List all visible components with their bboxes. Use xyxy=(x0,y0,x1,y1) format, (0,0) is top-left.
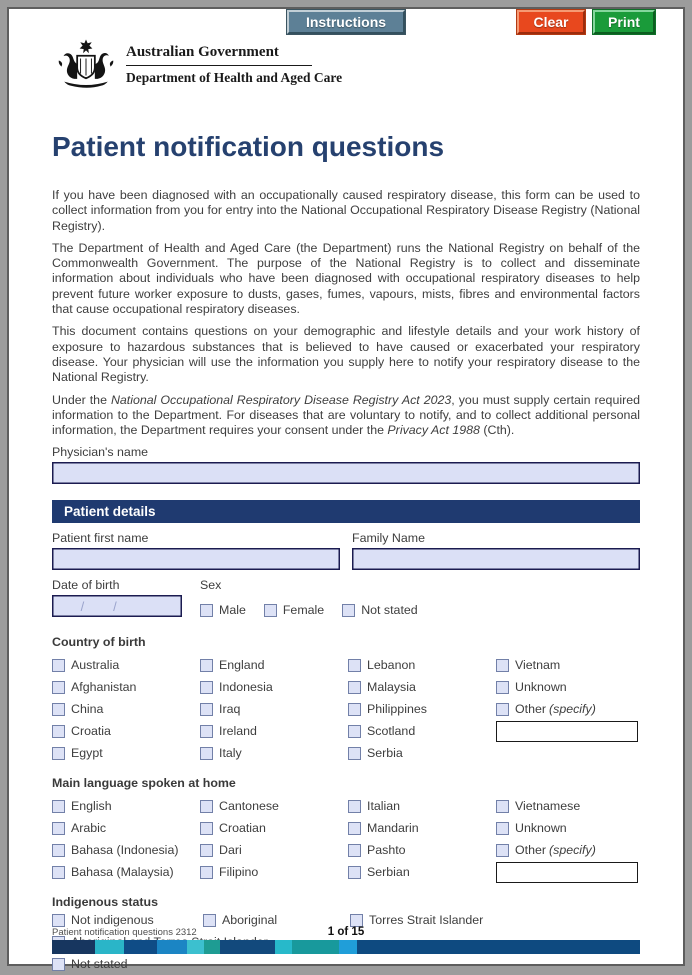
checkbox-option-australia[interactable] xyxy=(52,654,200,676)
checkbox-option-china[interactable] xyxy=(52,698,200,720)
checkbox[interactable] xyxy=(348,703,361,716)
checkbox[interactable] xyxy=(52,703,65,716)
checkbox-label: Vietnam xyxy=(515,658,561,673)
checkbox-option-mandarin[interactable] xyxy=(348,817,496,839)
page-footer xyxy=(52,924,640,954)
checkbox[interactable] xyxy=(52,747,65,760)
checkbox-label: Vietnamese xyxy=(515,799,581,814)
checkbox[interactable] xyxy=(348,800,361,813)
checkbox-label: China xyxy=(71,702,104,717)
intro-text xyxy=(52,188,640,438)
checkbox-label: Torres Strait Islander xyxy=(369,913,484,928)
checkbox-label: Australia xyxy=(71,658,120,673)
checkbox-option-dari[interactable] xyxy=(200,839,348,861)
checkbox-label: Lebanon xyxy=(367,658,416,673)
checkbox-label: Unknown xyxy=(515,680,567,695)
checkbox-option-male[interactable] xyxy=(200,599,246,621)
checkbox[interactable] xyxy=(52,866,65,879)
checkbox-option-not-stated[interactable] xyxy=(342,599,417,621)
country-of-birth-grid xyxy=(52,654,640,764)
print-button[interactable]: Print xyxy=(593,10,655,34)
checkbox[interactable] xyxy=(348,747,361,760)
checkbox[interactable] xyxy=(200,681,213,694)
dob-input[interactable] xyxy=(52,595,182,617)
clear-button[interactable]: Clear xyxy=(517,10,585,34)
checkbox-label: Aboriginal xyxy=(222,913,278,928)
intro-paragraph-3: This document contains questions on your demographic and lifestyle details and your work history of exposure to hazardous substances that is believed to have caused or exacerbated your respiratory disease. Your physician will use the information you supply here to notify your respiratory disease to the National Registry. xyxy=(52,324,640,385)
language-other-specify-input[interactable] xyxy=(496,862,638,883)
checkbox-label: Not stated xyxy=(71,957,128,972)
checkbox-label: Not stated xyxy=(361,603,418,618)
checkbox[interactable] xyxy=(52,958,65,971)
checkbox-option-england[interactable] xyxy=(200,654,348,676)
checkbox[interactable] xyxy=(200,725,213,738)
checkbox[interactable] xyxy=(496,822,509,835)
checkbox[interactable] xyxy=(52,659,65,672)
instructions-button[interactable]: Instructions xyxy=(287,10,405,34)
checkbox-label: Cantonese xyxy=(219,799,279,814)
checkbox[interactable] xyxy=(496,703,509,716)
first-name-input[interactable] xyxy=(52,548,340,570)
checkbox-option-bahasa-malaysia[interactable] xyxy=(52,861,200,883)
checkbox-option-vietnamese[interactable] xyxy=(496,795,640,817)
bar-segment xyxy=(275,940,292,954)
checkbox-label: Serbian xyxy=(367,865,410,880)
page-title: Patient notification questions xyxy=(52,131,445,162)
checkbox[interactable] xyxy=(348,866,361,879)
checkbox-label: Afghanistan xyxy=(71,680,137,695)
checkbox-option-bahasa-indonesia[interactable] xyxy=(52,839,200,861)
checkbox-option-arabic[interactable] xyxy=(52,817,200,839)
checkbox[interactable] xyxy=(496,681,509,694)
checkbox-label: Unknown xyxy=(515,821,567,836)
bar-segment xyxy=(52,940,95,954)
checkbox-label: Mandarin xyxy=(367,821,419,836)
bar-segment xyxy=(220,940,275,954)
bar-segment xyxy=(339,940,357,954)
government-header xyxy=(52,38,640,94)
checkbox-label: Italian xyxy=(367,799,401,814)
checkbox-option-english[interactable] xyxy=(52,795,200,817)
checkbox-option-croatia[interactable] xyxy=(52,720,200,742)
checkbox[interactable] xyxy=(200,747,213,760)
checkbox-label: Scotland xyxy=(367,724,416,739)
checkbox-label: Bahasa (Indonesia) xyxy=(71,843,179,858)
checkbox-label: Iraq xyxy=(219,702,241,717)
checkbox-option-cantonese[interactable] xyxy=(200,795,348,817)
checkbox[interactable] xyxy=(200,800,213,813)
country-other-specify-input[interactable] xyxy=(496,721,638,742)
checkbox[interactable] xyxy=(496,844,509,857)
bar-segment xyxy=(292,940,339,954)
checkbox[interactable] xyxy=(52,822,65,835)
checkbox-label: Arabic xyxy=(71,821,107,836)
checkbox-option-pashto[interactable] xyxy=(348,839,496,861)
checkbox-option-croatian[interactable] xyxy=(200,817,348,839)
checkbox-label: Indonesia xyxy=(219,680,273,695)
checkbox[interactable] xyxy=(348,844,361,857)
checkbox-label: Italy xyxy=(219,746,242,761)
checkbox-label: Bahasa (Malaysia) xyxy=(71,865,174,880)
intro-paragraph-1: If you have been diagnosed with an occupationally caused respiratory disease, this form can be used to collect information from you for entry into the National Occupational Respiratory Disease Registry (National Registry). xyxy=(52,188,640,233)
indigenous-status-label: Indigenous status xyxy=(52,895,159,910)
patient-details-section-header: Patient details xyxy=(52,500,640,523)
checkbox-label: Female xyxy=(282,603,325,618)
checkbox-label: Serbia xyxy=(367,746,403,761)
checkbox[interactable] xyxy=(200,866,213,879)
indigenous-status-row3 xyxy=(52,953,640,975)
checkbox-label: England xyxy=(219,658,265,673)
checkbox-label: Male xyxy=(219,603,246,618)
coat-of-arms-icon xyxy=(52,38,120,94)
main-language-grid xyxy=(52,795,640,883)
gov-title: Australian Government xyxy=(126,44,312,66)
country-of-birth-label: Country of birth xyxy=(52,635,146,650)
checkbox[interactable] xyxy=(348,681,361,694)
checkbox[interactable] xyxy=(348,822,361,835)
checkbox[interactable] xyxy=(52,725,65,738)
first-name-label: Patient first name xyxy=(52,531,149,546)
checkbox-option-unknown[interactable] xyxy=(496,817,640,839)
checkbox-label: Filipino xyxy=(219,865,259,880)
checkbox-option-scotland[interactable] xyxy=(348,720,496,742)
checkbox-option-malaysia[interactable] xyxy=(348,676,496,698)
bar-segment xyxy=(204,940,220,954)
intro-paragraph-2: The Department of Health and Aged Care (the Department) runs the National Registry on behalf of the Commonwealth Government. The purpose of the National Registry is to collect and disseminate information about individuals who have been diagnosed with occupational respiratory diseases to help prevent future worker exposure to dusts, gases, fumes, vapours, mists, fibres and environmental factors that cause occupational respiratory diseases. xyxy=(52,240,640,317)
bar-segment xyxy=(124,940,157,954)
form-page xyxy=(7,7,685,972)
checkbox-label: Philippines xyxy=(367,702,427,717)
checkbox-option-not-stated[interactable] xyxy=(52,953,127,975)
checkbox[interactable] xyxy=(348,659,361,672)
family-name-input[interactable] xyxy=(352,548,640,570)
checkbox-label: Croatian xyxy=(219,821,266,836)
dob-label: Date of birth xyxy=(52,578,120,593)
checkbox-option-italy[interactable] xyxy=(200,742,348,764)
checkbox[interactable] xyxy=(200,822,213,835)
checkbox[interactable] xyxy=(52,681,65,694)
checkbox[interactable] xyxy=(342,604,355,617)
checkbox-label: Egypt xyxy=(71,746,103,761)
footer-deco-bar xyxy=(52,940,640,954)
checkbox-label: Pashto xyxy=(367,843,406,858)
checkbox-label: Croatia xyxy=(71,724,111,739)
page-indicator: 1 of 15 xyxy=(327,926,365,938)
checkbox-option-other-country[interactable]: Other (specify) xyxy=(496,698,640,720)
checkbox-option-philippines[interactable] xyxy=(348,698,496,720)
checkbox[interactable] xyxy=(264,604,277,617)
checkbox-option-lebanon[interactable] xyxy=(348,654,496,676)
checkbox[interactable] xyxy=(496,659,509,672)
checkbox-option-ireland[interactable] xyxy=(200,720,348,742)
checkbox-label: Not indigenous xyxy=(71,913,154,928)
bar-segment xyxy=(95,940,124,954)
checkbox-label: English xyxy=(71,799,112,814)
checkbox-option-italian[interactable] xyxy=(348,795,496,817)
intro-paragraph-4: Under the National Occupational Respiratory Disease Registry Act 2023, you must supply certain required information to the Department. For diseases that are voluntary to notify, and to collect additional personal information, the Department requires your consent under the Privacy Act 1988 (Cth). xyxy=(52,392,641,438)
checkbox[interactable] xyxy=(200,844,213,857)
checkbox[interactable] xyxy=(200,703,213,716)
checkbox[interactable] xyxy=(200,604,213,617)
bar-segment xyxy=(357,940,640,954)
physician-name-input[interactable] xyxy=(52,462,640,484)
main-language-label: Main language spoken at home xyxy=(52,776,236,791)
bar-segment xyxy=(157,940,187,954)
checkbox-option-vietnam[interactable] xyxy=(496,654,640,676)
checkbox-option-serbian[interactable] xyxy=(348,861,496,883)
checkbox[interactable] xyxy=(348,725,361,738)
checkbox[interactable] xyxy=(52,800,65,813)
checkbox-label: Malaysia xyxy=(367,680,416,695)
bar-segment xyxy=(187,940,204,954)
sex-label: Sex xyxy=(200,578,222,593)
checkbox-option-egypt[interactable] xyxy=(52,742,200,764)
checkbox-option-afghanistan[interactable] xyxy=(52,676,200,698)
checkbox[interactable] xyxy=(200,659,213,672)
checkbox-option-serbia[interactable] xyxy=(348,742,496,764)
physician-name-label: Physician's name xyxy=(52,445,149,460)
checkbox[interactable] xyxy=(496,800,509,813)
checkbox-option-unknown[interactable] xyxy=(496,676,640,698)
checkbox-label: Ireland xyxy=(219,724,257,739)
checkbox-option-indonesia[interactable] xyxy=(200,676,348,698)
checkbox-option-filipino[interactable] xyxy=(200,861,348,883)
family-name-label: Family Name xyxy=(352,531,425,546)
checkbox-option-female[interactable] xyxy=(264,599,324,621)
checkbox[interactable] xyxy=(52,844,65,857)
checkbox-label: Dari xyxy=(219,843,242,858)
document-reference: Patient notification questions 2312 xyxy=(52,927,197,938)
checkbox-option-other-language[interactable]: Other (specify) xyxy=(496,839,640,861)
sex-options xyxy=(200,599,640,621)
checkbox-option-iraq[interactable] xyxy=(200,698,348,720)
gov-department: Department of Health and Aged Care xyxy=(126,70,343,85)
